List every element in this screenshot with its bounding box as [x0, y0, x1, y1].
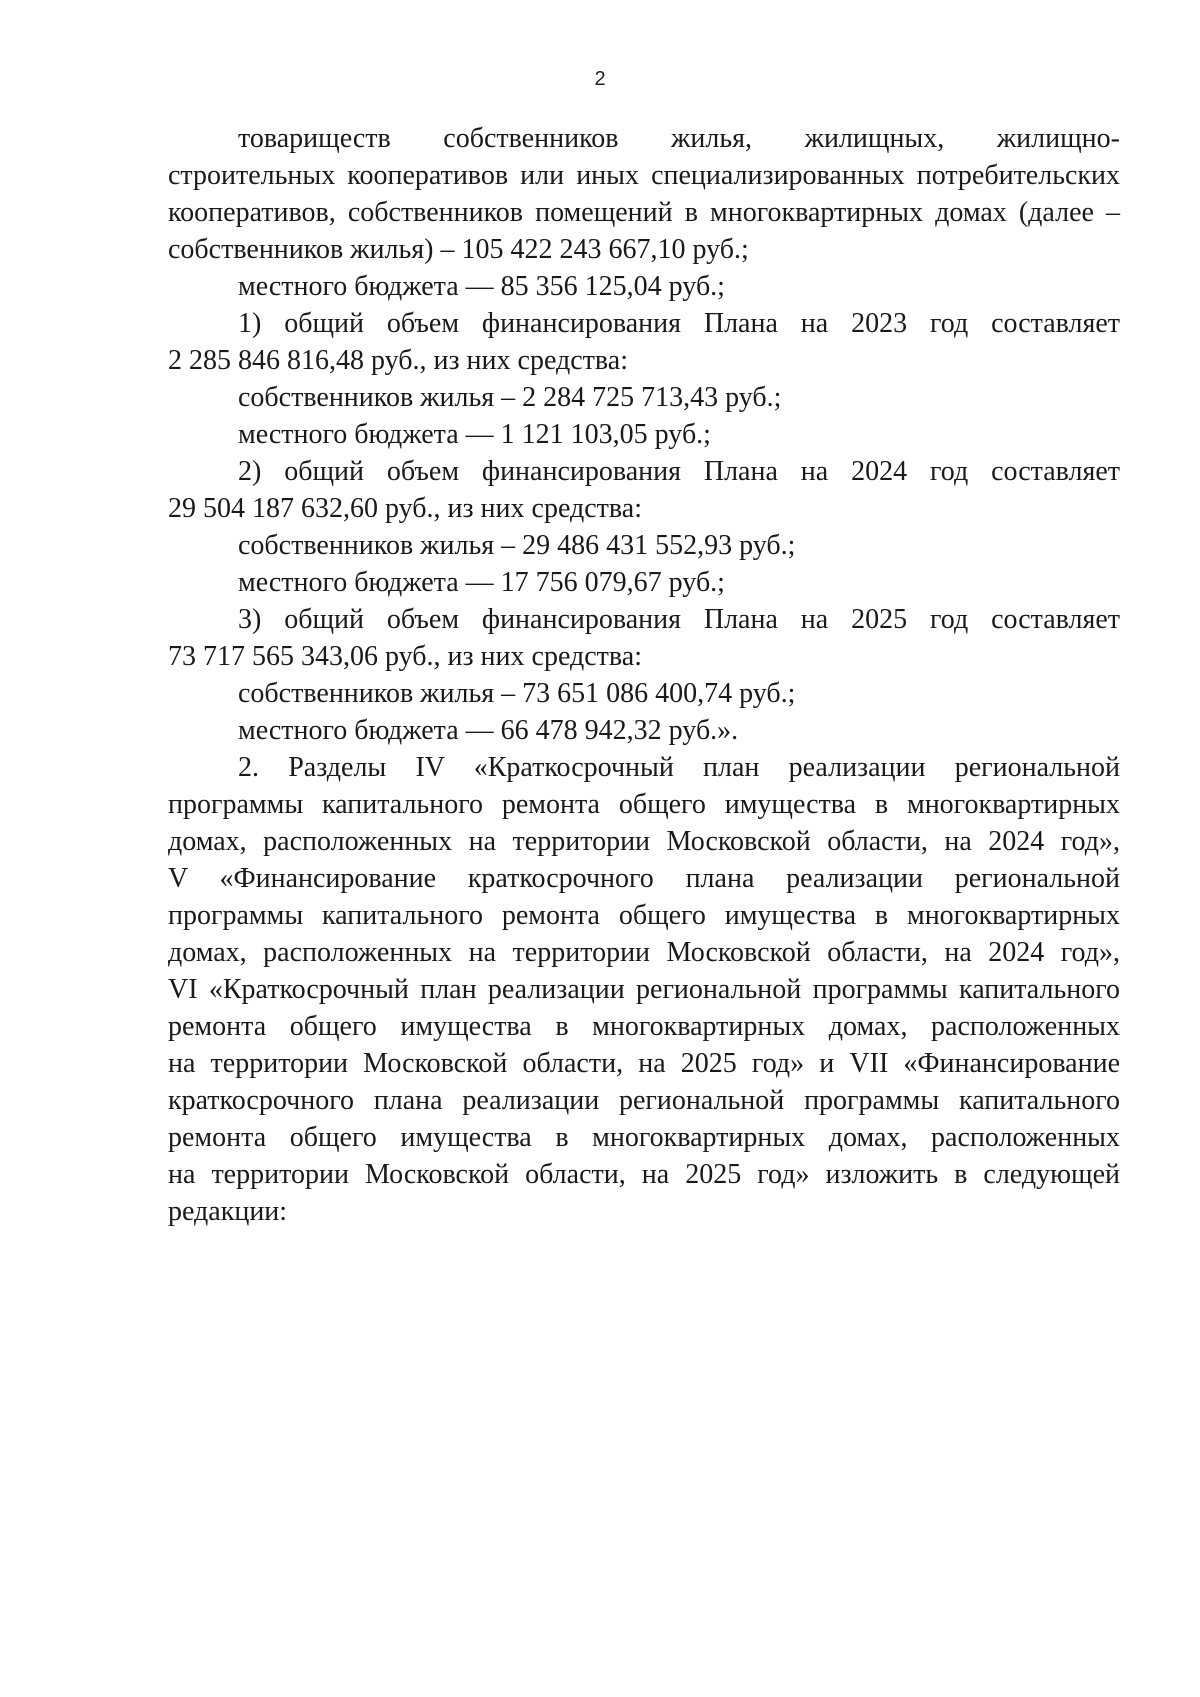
text-line: кооперативов, собственников помещений в многоквартирных домах (далее – — [168, 197, 1120, 228]
text-line: собственников жилья – 73 651 086 400,74 руб.; — [238, 678, 796, 709]
text-line: V «Финансирование краткосрочного плана реализации региональной — [168, 863, 1120, 894]
text-line: местного бюджета — 1 121 103,05 руб.; — [238, 419, 711, 450]
text-line: местного бюджета — 17 756 079,67 руб.; — [238, 567, 725, 598]
text-line: 3) общий объем финансирования Плана на 2025 год составляет — [238, 604, 1120, 635]
text-line: собственников жилья – 29 486 431 552,93 руб.; — [238, 530, 796, 561]
text-line: на территории Московской области, на 2025 год» изложить в следующей — [168, 1159, 1120, 1190]
text-line: домах, расположенных на территории Московской области, на 2024 год», — [168, 937, 1120, 968]
page-number: 2 — [594, 68, 606, 90]
text-line: 2 285 846 816,48 руб., из них средства: — [168, 345, 628, 376]
text-line: 2) общий объем финансирования Плана на 2024 год составляет — [238, 456, 1120, 487]
document-body — [168, 120, 1120, 1230]
text-line: VI «Краткосрочный план реализации региональной программы капитального — [168, 974, 1120, 1005]
text-line: 1) общий объем финансирования Плана на 2023 год составляет — [238, 308, 1120, 339]
text-line: ремонта общего имущества в многоквартирных домах, расположенных — [168, 1122, 1120, 1153]
text-line: программы капитального ремонта общего имущества в многоквартирных — [168, 789, 1120, 820]
text-line: программы капитального ремонта общего имущества в многоквартирных — [168, 900, 1120, 931]
text-line: 29 504 187 632,60 руб., из них средства: — [168, 493, 642, 524]
text-line: местного бюджета — 66 478 942,32 руб.». — [238, 715, 739, 746]
text-line: домах, расположенных на территории Московской области, на 2024 год», — [168, 826, 1120, 857]
text-line: на территории Московской области, на 2025 год» и VII «Финансирование — [168, 1048, 1120, 1079]
text-line: редакции: — [168, 1196, 288, 1227]
text-line: строительных кооперативов или иных специализированных потребительских — [168, 160, 1120, 191]
text-line: местного бюджета — 85 356 125,04 руб.; — [238, 271, 725, 302]
text-line: 73 717 565 343,06 руб., из них средства: — [168, 641, 642, 672]
text-line: краткосрочного плана реализации региональной программы капитального — [168, 1085, 1120, 1116]
text-line: товариществ собственников жилья, жилищных, жилищно- — [238, 123, 1120, 154]
text-line: собственников жилья) – 105 422 243 667,10 руб.; — [168, 234, 749, 265]
text-line: 2. Разделы IV «Краткосрочный план реализации региональной — [238, 752, 1120, 783]
text-line: ремонта общего имущества в многоквартирных домах, расположенных — [168, 1011, 1120, 1042]
text-line: собственников жилья – 2 284 725 713,43 руб.; — [238, 382, 782, 413]
